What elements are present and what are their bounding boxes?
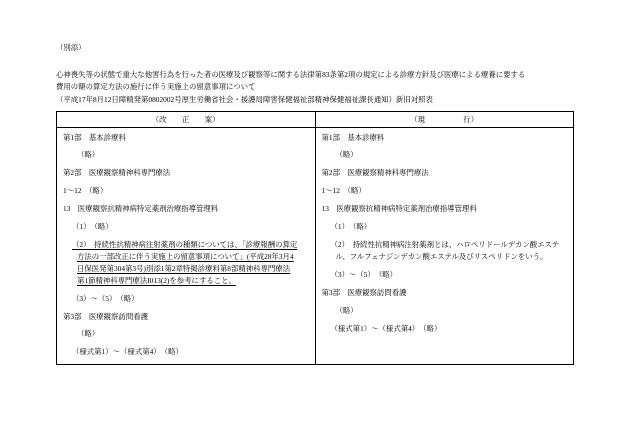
text-line: （2） 持続性抗精神病注射薬剤とは、ハロペリドールデカン酸エステ xyxy=(330,239,560,249)
comparison-table xyxy=(56,111,574,365)
text-line xyxy=(63,275,309,287)
text-line: （略） xyxy=(77,329,100,339)
table-body-row xyxy=(57,128,574,365)
text-line: （略） xyxy=(335,149,358,159)
text-line xyxy=(63,251,309,263)
text-line: （略） xyxy=(77,149,100,159)
text-line xyxy=(63,239,309,251)
text-line: （1） （略） xyxy=(330,221,372,231)
text-line: （様式第1）〜（様式第4） （略） xyxy=(330,323,442,333)
text-line: 第1部 基本診療料 xyxy=(321,133,385,143)
text-line: ル、フルフェナジンデカン酸エステル及びリスペリドンをいう。 xyxy=(335,251,548,261)
text-line: 1〜12 （略） xyxy=(63,185,108,195)
reference-note: （平成17年8月12日障精発第0802002号厚生労働省社会・援護局障害保健福祉部精神保健福祉課長通知）新旧対照表 xyxy=(56,95,433,105)
text-line: （様式第1）〜（様式第4） （略） xyxy=(72,347,183,357)
text-line: 1〜12 （略） xyxy=(321,185,366,195)
text-line: （3）〜（5） （略） xyxy=(330,269,398,279)
text-line: （1） （略） xyxy=(72,221,113,231)
text-line: （略） xyxy=(335,305,358,315)
text-line: 13 医療観察抗精神病特定薬剤治療指導管理料 xyxy=(321,203,477,213)
current-column-cell xyxy=(315,128,574,365)
text-line: 第2部 医療観察精神科専門療法 xyxy=(63,167,171,177)
underlined-text: （2） 持続性抗精神病注射薬剤の種類については、「診療報酬の算定 xyxy=(72,239,298,249)
underlined-text: 日保医発第304第3号)別添1第2章特掲診療料第8部精神科専門療法 xyxy=(77,263,291,273)
attachment-label: （別添） xyxy=(56,43,86,52)
underlined-text: 方法の一部改正に伴う実施上の留意事項について」(平成28年3月4 xyxy=(77,251,294,261)
title-line-2: 費用の額の算定方法の施行に伴う実施上の留意事項について xyxy=(56,82,256,92)
text-line xyxy=(63,263,309,275)
text-line: 第3部 医療観察訪問看護 xyxy=(63,311,148,321)
document-heading xyxy=(56,69,574,106)
current-column-content xyxy=(316,128,574,340)
underlined-text: 第1節精神科専門療法I013(2)を参考にすること。 xyxy=(77,275,236,285)
column-header-current: （現 行） xyxy=(315,112,574,128)
text-line: 第1部 基本診療料 xyxy=(63,133,126,143)
title-line-1: 心神喪失等の状態で重大な他害行為を行った者の医療及び観察等に関する法律第83条第2項の規定による診療方針及び医療による療養に要する xyxy=(56,70,526,80)
column-header-revised: （改 正 案） xyxy=(57,112,316,128)
text-line: 13 医療観察抗精神病特定薬剤治療指導管理料 xyxy=(63,203,219,213)
table-header-row xyxy=(57,112,574,128)
text-line: 第3部 医療観察訪問看護 xyxy=(321,287,407,297)
revised-column-content xyxy=(57,128,315,364)
text-line: 第2部 医療観察精神科専門療法 xyxy=(321,167,429,177)
text-line: （3）〜（5） （略） xyxy=(72,293,139,303)
revised-column-cell xyxy=(57,128,316,365)
